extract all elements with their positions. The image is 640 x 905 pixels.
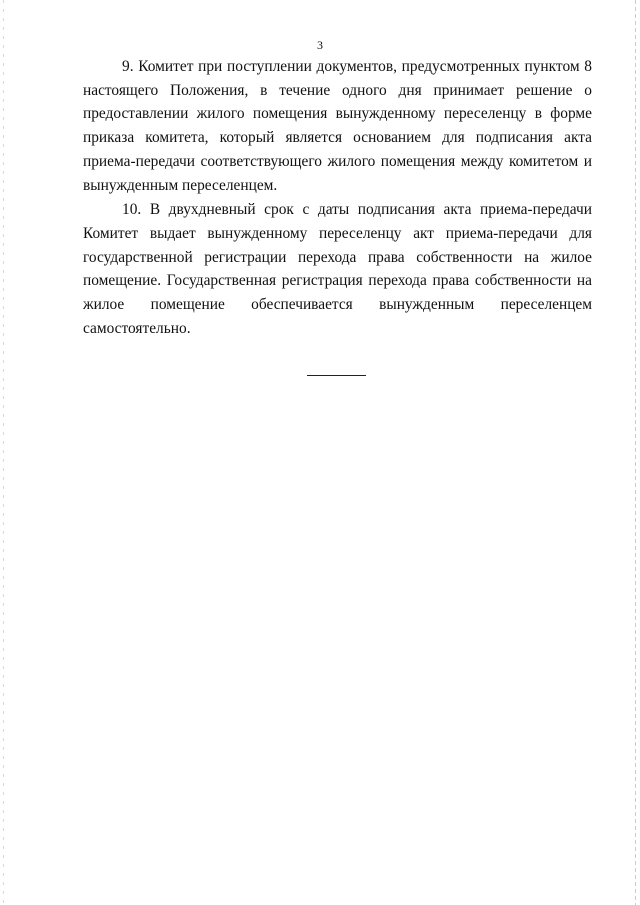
scan-edge-right bbox=[635, 0, 636, 905]
end-of-text-rule bbox=[307, 375, 366, 376]
document-body bbox=[83, 55, 592, 340]
scan-edge-left bbox=[3, 0, 4, 905]
paragraph-9: 9. Комитет при поступлении документов, предусмотренных пунктом 8 настоящего Положения, в течение одного дня принимает решение о предоставлении жилого помещения вынужденному переселенцу в форме приказа комитета, который является основанием для подписания акта приема-передачи соответствующего жилого помещения между комитетом и вынужденным переселенцем. bbox=[83, 58, 592, 194]
page-number: 3 bbox=[317, 38, 323, 52]
paragraph-10: 10. В двухдневный срок с даты подписания акта приема-передачи Комитет выдает вынужденному переселенцу акт приема-передачи для государственной регистрации перехода права собственности на жилое помещение. Государственная регистрация перехода права собственности на жилое помещение обеспечивается вынужденным переселенцем самостоятельно. bbox=[83, 201, 592, 337]
